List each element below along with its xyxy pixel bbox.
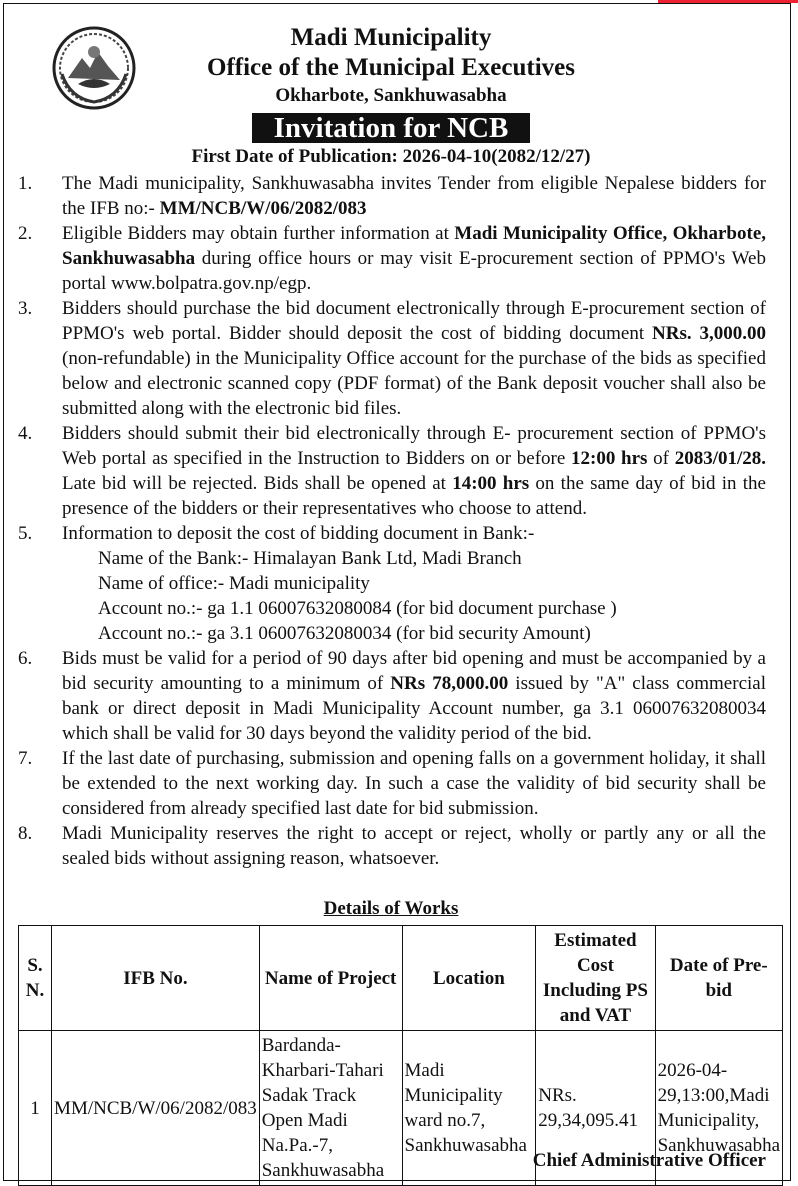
header-location: Location <box>402 926 536 1031</box>
bank-info-line: Account no.:- ga 1.1 06007632080084 (for bid document purchase ) <box>98 598 617 619</box>
header-project: Name of Project <box>259 926 402 1031</box>
cell-ifb: MM/NCB/W/06/2082/083 <box>52 1031 260 1186</box>
works-table <box>18 925 783 1186</box>
cell-estimated-cost: NRs. 29,34,095.41 <box>536 1031 655 1186</box>
body-text: If the last date of purchasing, submission and opening falls on a government holiday, it shall be extended to the next working day. In such a case the validity of bid security shall be considered from already specified last date for bid submission. <box>62 748 766 819</box>
list-item-number: 6. <box>18 648 33 669</box>
header-prebid-date: Date of Pre-bid <box>655 926 782 1031</box>
emphasis-text: NRs 78,000.00 <box>390 673 509 694</box>
body-text: Bidders should purchase the bid document electronically through E-procurement section of PPMO's web portal. Bidder should deposit the cost of bidding document <box>62 298 766 344</box>
cell-prebid-date: 2026-04-29,13:00,Madi Municipality, Sankhuwasabha <box>655 1031 782 1186</box>
body-text: The Madi municipality, Sankhuwasabha invites Tender from eligible Nepalese bidders for the IFB no:- <box>62 173 766 219</box>
signature: Chief Administrative Officer <box>532 1150 766 1171</box>
publication-date: First Date of Publication: 2026-04-10(2082/12/27) <box>191 146 591 167</box>
emphasis-text: MM/NCB/W/06/2082/083 <box>159 198 367 219</box>
list-item <box>18 746 766 821</box>
body-text: during office hours or may visit E-procurement section of PPMO's Web portal www.bolpatra.gov.np/egp. <box>62 248 766 294</box>
office-address: Okharbote, Sankhuwasabha <box>275 85 507 106</box>
list-item <box>18 221 766 296</box>
emphasis-text: 12:00 hrs <box>571 448 648 469</box>
list-item <box>18 296 766 421</box>
cell-project: Bardanda-Kharbari-Tahari Sadak Track Open Madi Na.Pa.-7, Sankhuwasabha <box>259 1031 402 1186</box>
office-name: Office of the Municipal Executives <box>207 54 575 81</box>
body-text: Bids must be valid for a period of 90 days after bid opening and must be accompanied by a bid security amounting to a minimum of <box>62 648 766 694</box>
body-text: issued by "A" class commercial bank or direct deposit in Madi Municipality Account number, ga 3.1 06007632080034 which shall be valid for 30 days beyond the validity period of the bid. <box>62 673 766 744</box>
list-item-number: 4. <box>18 423 33 444</box>
body-text: (non-refundable) in the Municipality Office account for the purchase of the bids as specified below and electronic scanned copy (PDF format) of the Bank deposit voucher shall also be submitted along with the electronic bid files. <box>62 348 766 419</box>
body-text: of <box>647 448 675 469</box>
body-text: on the same day of bid in the presence of the bidders or their representatives who choose to attend. <box>62 473 766 519</box>
list-item <box>18 171 766 221</box>
list-item-text <box>62 746 766 821</box>
body-text: Madi Municipality reserves the right to accept or reject, wholly or partly any or all the sealed bids without assigning reason, whatsoever. <box>62 823 766 869</box>
list-item-number: 5. <box>18 523 33 544</box>
cell-sn: 1 <box>19 1031 52 1186</box>
list-item-number: 3. <box>18 298 33 319</box>
cell-location: Madi Municipality ward no.7, Sankhuwasabha <box>402 1031 536 1186</box>
notice-title: Invitation for NCB <box>252 113 531 143</box>
header-ifb: IFB No. <box>52 926 260 1031</box>
details-title: Details of Works <box>323 898 459 919</box>
emphasis-text: 14:00 hrs <box>452 473 530 494</box>
works-header-row <box>19 926 783 1031</box>
bank-info-line: Account no.:- ga 3.1 06007632080034 (for bid security Amount) <box>98 623 591 644</box>
emphasis-text: 2083/01/28. <box>674 448 767 469</box>
list-item-text <box>62 171 766 221</box>
title-banner <box>0 113 782 143</box>
org-name: Madi Municipality <box>290 24 492 51</box>
body-text: Late bid will be rejected. Bids shall be opened at <box>62 473 453 494</box>
list-item <box>18 821 766 871</box>
list-item-text <box>62 646 766 746</box>
list-item <box>18 421 766 521</box>
list-item-number: 2. <box>18 223 33 244</box>
list-item-number: 1. <box>18 173 33 194</box>
header-sn: S. N. <box>19 926 52 1031</box>
list-item-text <box>62 221 766 296</box>
list-item-number: 7. <box>18 748 33 769</box>
list-item <box>18 521 766 646</box>
list-item-text <box>62 821 766 871</box>
body-text: Bidders should submit their bid electronically through E- procurement section of PPMO's Web portal as specified in the Instruction to Bidders on or before <box>62 423 766 469</box>
emphasis-text: Madi Municipality Office, Okharbote, Sankhuwasabha <box>62 223 766 269</box>
list-item-text <box>62 421 766 521</box>
bank-info-line: Name of the Bank:- Himalayan Bank Ltd, Madi Branch <box>98 548 522 569</box>
header-estimated-cost: Estimated Cost Including PS and VAT <box>536 926 655 1031</box>
list-item <box>18 646 766 746</box>
emphasis-text: NRs. 3,000.00 <box>652 323 766 344</box>
body-text: Eligible Bidders may obtain further information at <box>62 223 455 244</box>
notice-items <box>18 171 766 871</box>
bank-info-line: Name of office:- Madi municipality <box>98 573 370 594</box>
list-item-text <box>62 521 766 546</box>
list-item-number: 8. <box>18 823 33 844</box>
list-item-text <box>62 296 766 421</box>
body-text: Information to deposit the cost of bidding document in Bank:- <box>62 523 535 544</box>
